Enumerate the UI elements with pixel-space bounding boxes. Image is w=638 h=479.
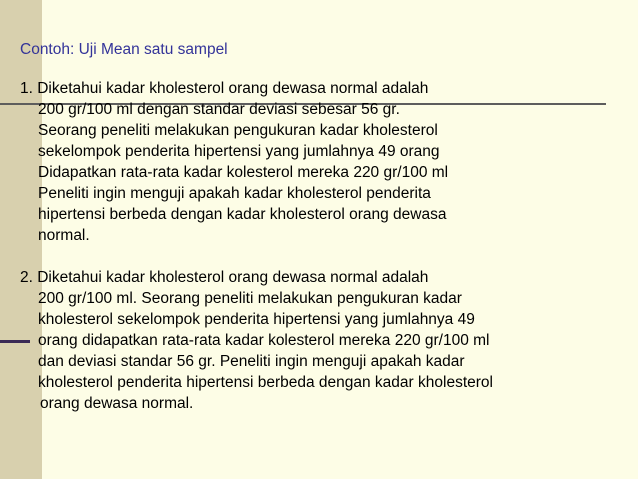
example-1-line: hipertensi berbeda dengan kadar kholesterol orang dewasa [38,206,447,223]
example-1-line: 1. Diketahui kadar kholesterol orang dewasa normal adalah [20,80,429,97]
example-2-line: kholesterol sekelompok penderita hipertensi yang jumlahnya 49 [38,311,475,328]
example-2-line: kholesterol penderita hipertensi berbeda dengan kadar kholesterol [38,374,493,391]
example-2-line: orang dewasa normal. [40,395,194,412]
slide-body [20,39,620,414]
example-1-line: 200 gr/100 ml dengan standar deviasi sebesar 56 gr. [38,101,400,118]
example-2-line: dan deviasi standar 56 gr. Peneliti ingin menguji apakah kadar [38,353,465,370]
example-1-line: normal. [38,227,90,244]
example-1-line: sekelompok penderita hipertensi yang jumlahnya 49 orang [38,143,440,160]
example-1-line: Peneliti ingin menguji apakah kadar kholesterol penderita [38,185,431,202]
example-2-line: 200 gr/100 ml. Seorang peneliti melakukan pengukuran kadar [38,290,462,307]
example-1-line: Didapatkan rata-rata kadar kolesterol mereka 220 gr/100 ml [38,164,449,181]
example-1-line: Seorang peneliti melakukan pengukuran kadar kholesterol [38,122,438,139]
example-2-line: 2. Diketahui kadar kholesterol orang dewasa normal adalah [20,269,429,286]
paragraph-gap [20,246,620,267]
example-2 [20,267,620,414]
example-2-line: orang didapatkan rata-rata kadar kolesterol mereka 220 gr/100 ml [38,332,490,349]
slide-heading: Contoh: Uji Mean satu sampel [20,41,228,58]
example-1 [20,78,620,246]
